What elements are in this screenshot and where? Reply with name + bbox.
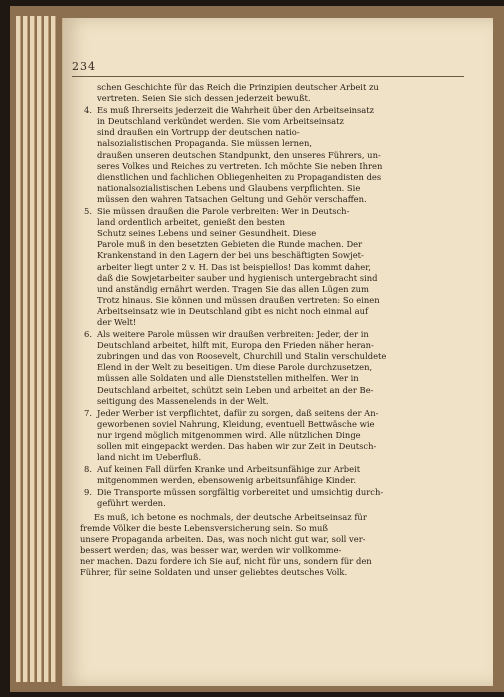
page-edge [16,16,21,682]
list-item [80,464,468,486]
item-number: 6. [84,329,92,340]
text-line: Elend in der Welt zu beseitigen. Um diese Parole durchzusetzen, [97,362,373,373]
text-line: Arbeitseinsatz wie in Deutschland gibt es nicht noch einmal auf [97,305,369,316]
item-number: 4. [84,105,92,116]
text-line: Es muß, ich betone es nochmals, der deutsche Arbeitseinsaz für [94,511,367,522]
page-number: 234 [72,60,96,73]
text-line: schen Geschichte für das Reich die Prinzipien deutscher Arbeit zu [97,82,379,92]
text-line: Deutschland arbeitet, hilft mit, Europa den Frieden näher heran- [97,340,374,351]
page-edge [51,16,56,682]
item-number: 7. [84,407,92,418]
page-edge [30,16,35,682]
item-number: 5. [84,206,92,217]
text-line: und anständig ernährt werden. Tragen Sie das allen Lügen zum [97,283,369,294]
page-edge [37,16,42,682]
text-line: Als weitere Parole müssen wir draußen verbreiten: Jeder, der in [97,329,369,340]
text-line: Deutschland arbeitet, schützt sein Leben und arbeitet an der Be- [97,384,374,395]
text-line: arbeiter liegt unter 2 v. H. Das ist beispiellos! Das kommt daher, [97,261,371,272]
list-item [80,408,468,463]
text-line: Trotz hinaus. Sie können und müssen draußen vertreten: So einen [97,294,380,305]
item-number: 8. [84,464,92,475]
text-line: Es muß Ihrerseits jederzeit die Wahrheit über den Arbeitseinsatz [97,105,375,116]
text-line: Führer, für seine Soldaten und unser geliebtes deutsches Volk. [80,567,348,578]
intro-paragraph [80,82,468,104]
text-line: Die Transporte müssen sorgfältig vorbereitet und umsichtig durch- [97,487,384,498]
text-line: Parole muß in den besetzten Gebieten die Runde machen. Der [97,239,363,250]
page-edge [44,16,49,682]
list-item [80,487,468,509]
text-line: seres Volkes und Reiches zu vertreten. Ich möchte Sie neben Ihren [97,160,383,171]
text-line: müssen alle Soldaten und alle Dienststellen mithelfen. Wer in [97,373,359,384]
text-line: draußen unseren deutschen Standpunkt, den unseres Führers, un- [97,149,381,160]
text-line: unsere Propaganda arbeiten. Das, was noch nicht gut war, soll ver- [80,533,366,544]
text-line: Schutz seines Lebens und seiner Gesundheit. Diese [97,228,317,239]
text-line: müssen den wahren Tatsachen Geltung und Gehör verschaffen. [97,193,367,204]
text-line: nur irgend möglich mitgenommen wird. Alle nützlichen Dinge [97,429,361,440]
text-line: daß die Sowjetarbeiter sauber und hygienisch untergebracht sind [97,272,378,283]
text-line: seitigung des Massenelends in der Welt. [97,395,269,406]
text-line: land nicht im Ueberfluß. [97,452,202,463]
closing-paragraph [80,512,468,579]
text-line: in Deutschland verkündet werden. Sie vom Arbeitseinsatz [97,116,344,127]
text-line: fremde Völker die beste Lebensversicherung sein. So muß [80,522,329,533]
text-line: Krankenstand in den Lagern der bei uns beschäftigten Sowjet- [97,250,364,261]
text-line: nationalsozialistischen Lebens und Glaubens verpflichten. Sie [97,182,361,193]
text-line: geworbenen soviel Nahrung, Kleidung, eventuell Bettwäsche wie [97,418,375,429]
text-line: geführt werden. [97,498,166,509]
text-line: mitgenommen werden, ebensowenig arbeitsunfähige Kinder. [97,475,357,486]
text-line: land ordentlich arbeitet, genießt den besten [97,217,285,228]
text-line: Jeder Werber ist verpflichtet, dafür zu sorgen, daß seitens der An- [97,407,379,418]
list-item [80,105,468,205]
header-rule [72,76,464,77]
text-line: bessert werden; das, was besser war, werden wir vollkomme- [80,544,342,555]
text-line: Sie müssen draußen die Parole verbreiten: Wer in Deutsch- [97,206,350,217]
text-line: ner machen. Dazu fordere ich Sie auf, nicht für uns, sondern für den [80,555,372,566]
text-line: Auf keinen Fall dürfen Kranke und Arbeitsunfähige zur Arbeit [97,464,361,475]
text-line: dienstlichen und fachlichen Obliegenheiten zu Propagandisten des [97,171,382,182]
text-line: sollen mit eingepackt werden. Das haben wir zur Zeit in Deutsch- [97,441,377,451]
list-item [80,329,468,407]
text-line: sind draußen ein Vortrupp der deutschen natio- [97,127,300,138]
list-item [80,206,468,328]
text-line: nalsozialistischen Propaganda. Sie müssen lernen, [97,138,313,149]
item-number: 9. [84,487,92,498]
text-line: vertreten. Seien Sie sich dessen jederzeit bewußt. [97,93,311,104]
page-text [80,82,468,578]
page-edge [23,16,28,682]
text-line: zubringen und das von Roosevelt, Churchill und Stalin verschuldete [97,351,387,362]
text-line: der Welt! [97,316,137,327]
